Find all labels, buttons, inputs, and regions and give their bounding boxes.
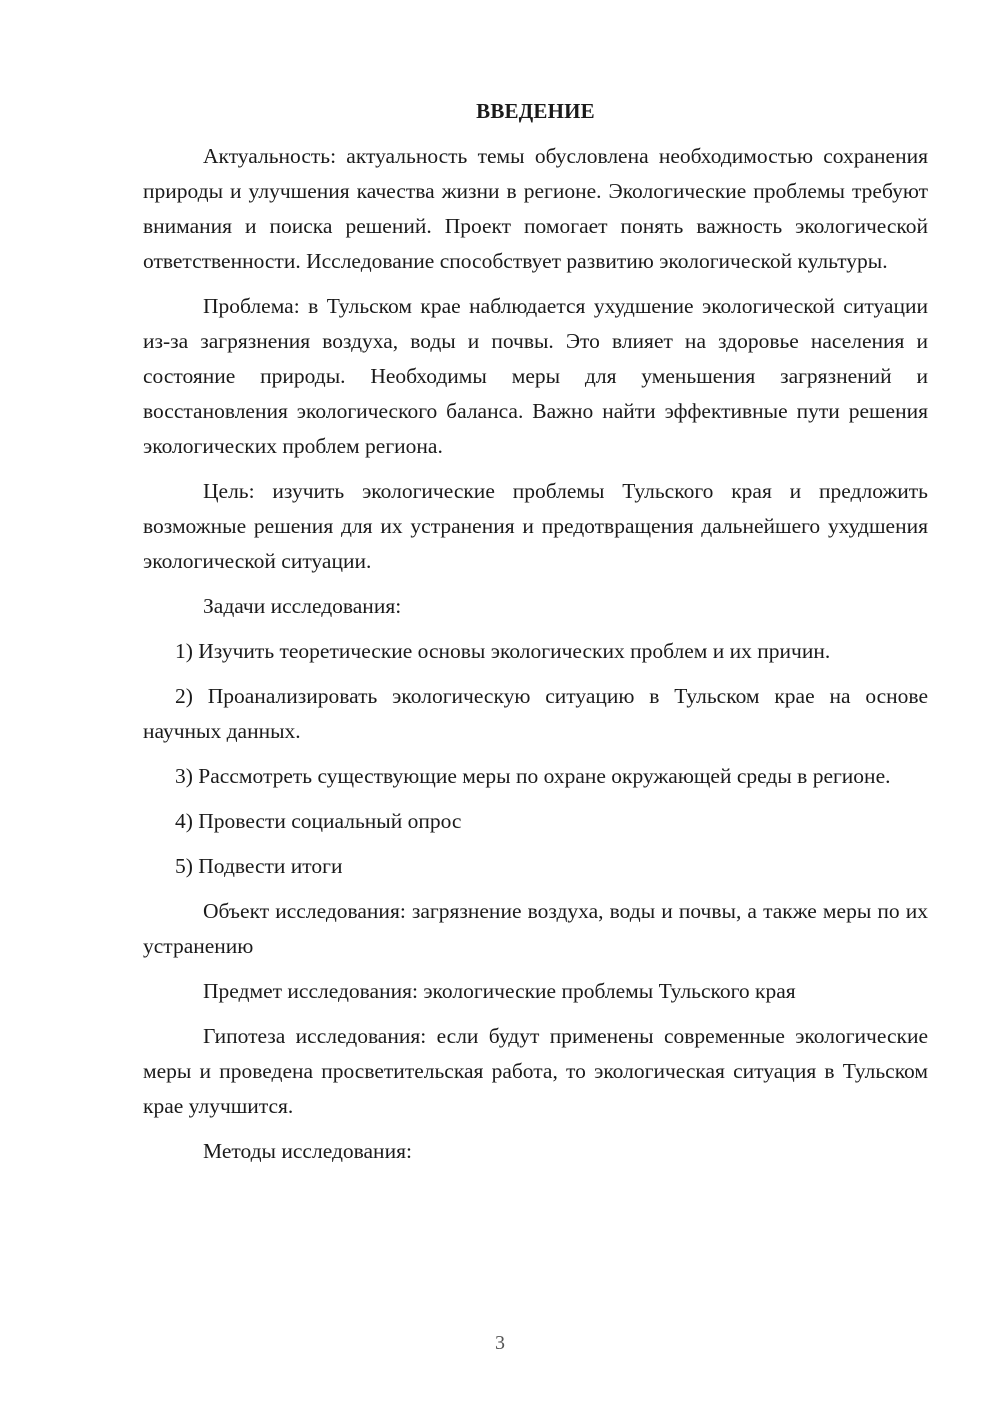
paragraph-goal: Цель: изучить экологические проблемы Тульского края и предложить возможные решения для их устранения и предотвращения дальнейшего ухудшения экологической ситуации. <box>143 479 928 573</box>
task-item: 4) Провести социальный опрос <box>175 809 462 833</box>
paragraph-hypothesis: Гипотеза исследования: если будут применены современные экологические меры и проведена просветительская работа, то экологическая ситуация в Тульском крае улучшится. <box>143 1024 928 1118</box>
page-content <box>143 96 928 1179</box>
paragraph-tasks-heading: Задачи исследования: <box>203 594 402 618</box>
task-item: 1) Изучить теоретические основы экологических проблем и их причин. <box>175 639 831 663</box>
paragraph-object: Объект исследования: загрязнение воздуха, воды и почвы, а также меры по их устранению <box>143 899 928 958</box>
paragraph-problem: Проблема: в Тульском крае наблюдается ухудшение экологической ситуации из-за загрязнения воздуха, воды и почвы. Это влияет на здоровье населения и состояние природы. Необходимы меры для уменьшения загрязнений и восстановления экологического баланса. Важно найти эффективные пути решения экологических проблем региона. <box>143 294 928 458</box>
page-title: ВВЕДЕНИЕ <box>476 99 595 123</box>
paragraph-relevance: Актуальность: актуальность темы обусловлена необходимостью сохранения природы и улучшения качества жизни в регионе. Экологические проблемы требуют внимания и поиска решений. Проект помогает понять важность экологической ответственности. Исследование способствует развитию экологической культуры. <box>143 144 928 273</box>
paragraph-methods: Методы исследования: <box>203 1139 412 1163</box>
task-item: 2) Проанализировать экологическую ситуацию в Тульском крае на основе научных данных. <box>143 684 928 743</box>
task-item: 5) Подвести итоги <box>175 854 343 878</box>
page-number: 3 <box>495 1332 505 1354</box>
task-item: 3) Рассмотреть существующие меры по охране окружающей среды в регионе. <box>175 764 891 788</box>
paragraph-subject: Предмет исследования: экологические проблемы Тульского края <box>203 979 796 1003</box>
